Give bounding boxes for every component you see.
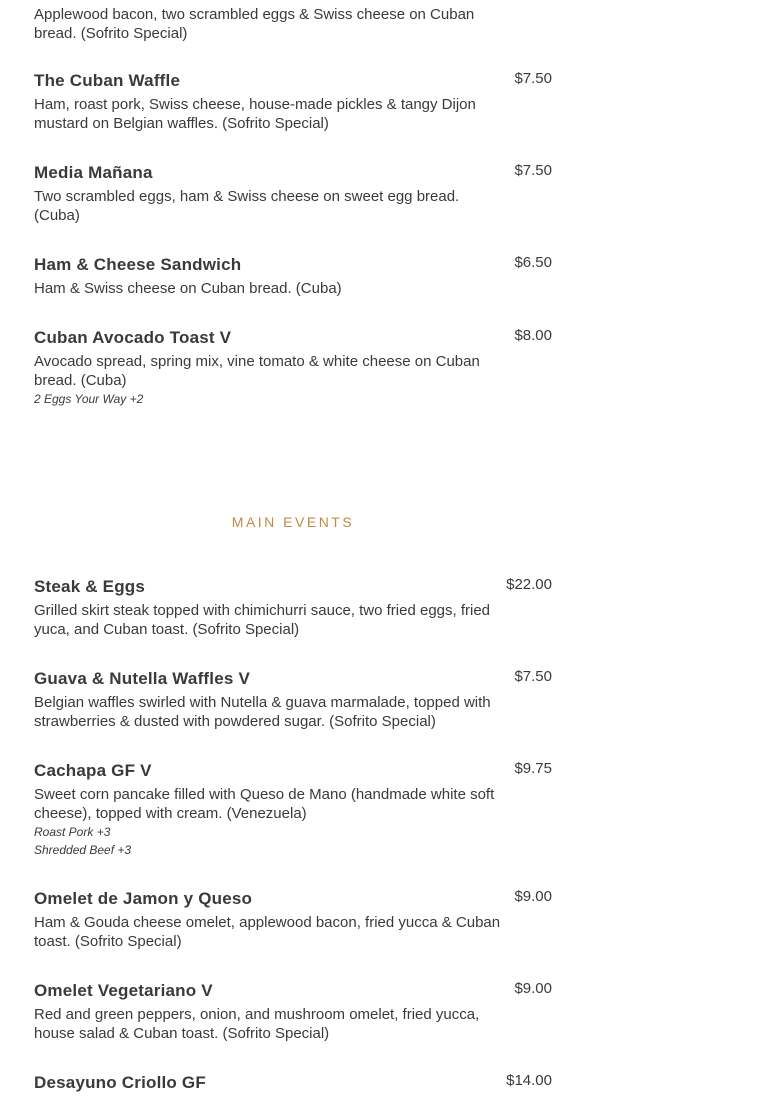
item-name: Desayuno Criollo GF bbox=[34, 1073, 206, 1092]
item-addon: Roast Pork +3 bbox=[34, 825, 111, 839]
item-price: $14.00 bbox=[506, 1072, 552, 1089]
item-price: $7.50 bbox=[514, 668, 552, 685]
item-price: $7.50 bbox=[514, 70, 552, 87]
item-name: Media Mañana bbox=[34, 163, 153, 182]
item-name: Cuban Avocado Toast V bbox=[34, 328, 232, 347]
menu-item bbox=[34, 669, 552, 731]
menu-item bbox=[34, 889, 552, 951]
item-description: Two scrambled eggs, ham & Swiss cheese on sweet egg bread. (Cuba) bbox=[34, 188, 460, 224]
section-title-main-events: MAIN EVENTS bbox=[231, 514, 355, 530]
item-description: Sweet corn pancake filled with Queso de Mano (handmade white soft cheese), topped with cream. (Venezuela) bbox=[34, 786, 495, 822]
item-addon: 2 Eggs Your Way +2 bbox=[34, 392, 144, 406]
menu-item bbox=[34, 3, 552, 43]
item-price: $6.50 bbox=[514, 254, 552, 271]
item-description: Red and green peppers, onion, and mushroom omelet, fried yucca, house salad & Cuban toast. (Sofrito Special) bbox=[34, 1006, 480, 1042]
item-price: $9.75 bbox=[514, 760, 552, 777]
item-price: $9.00 bbox=[514, 888, 552, 905]
item-description: Belgian waffles swirled with Nutella & guava marmalade, topped with strawberries & dusted with powdered sugar. (Sofrito Special) bbox=[34, 694, 491, 730]
item-name: Ham & Cheese Sandwich bbox=[34, 255, 242, 274]
item-name: Omelet de Jamon y Queso bbox=[34, 889, 253, 908]
item-description: Avocado spread, spring mix, vine tomato & white cheese on Cuban bread. (Cuba) bbox=[34, 353, 480, 389]
item-price: $8.00 bbox=[514, 327, 552, 344]
item-description: Grilled skirt steak topped with chimichurri sauce, two fried eggs, fried yuca, and Cuban toast. (Sofrito Special) bbox=[34, 602, 491, 638]
item-name: The Cuban Waffle bbox=[34, 71, 181, 90]
item-name: Cachapa GF V bbox=[34, 761, 152, 780]
menu-item bbox=[34, 577, 552, 639]
item-description: Ham, roast pork, Swiss cheese, house-made pickles & tangy Dijon mustard on Belgian waffles. (Sofrito Special) bbox=[34, 96, 476, 132]
item-price: $9.00 bbox=[514, 980, 552, 997]
item-addon: Shredded Beef +3 bbox=[34, 843, 132, 857]
item-name: Guava & Nutella Waffles V bbox=[34, 669, 250, 688]
item-price: $22.00 bbox=[506, 576, 552, 593]
menu-item bbox=[34, 328, 552, 408]
menu-item bbox=[34, 981, 552, 1043]
item-description: Ham & Gouda cheese omelet, applewood bacon, fried yucca & Cuban toast. (Sofrito Special) bbox=[34, 914, 501, 950]
menu-item bbox=[34, 1073, 552, 1095]
item-price: $7.50 bbox=[514, 162, 552, 179]
menu-item bbox=[34, 163, 552, 225]
item-description: Applewood bacon, two scrambled eggs & Swiss cheese on Cuban bread. (Sofrito Special) bbox=[34, 6, 475, 42]
item-description: Ham & Swiss cheese on Cuban bread. (Cuba) bbox=[34, 280, 342, 297]
item-name: Steak & Eggs bbox=[34, 577, 146, 596]
menu-item bbox=[34, 761, 552, 859]
menu-item bbox=[34, 255, 552, 298]
menu-item bbox=[34, 71, 552, 133]
item-name: Omelet Vegetariano V bbox=[34, 981, 213, 1000]
